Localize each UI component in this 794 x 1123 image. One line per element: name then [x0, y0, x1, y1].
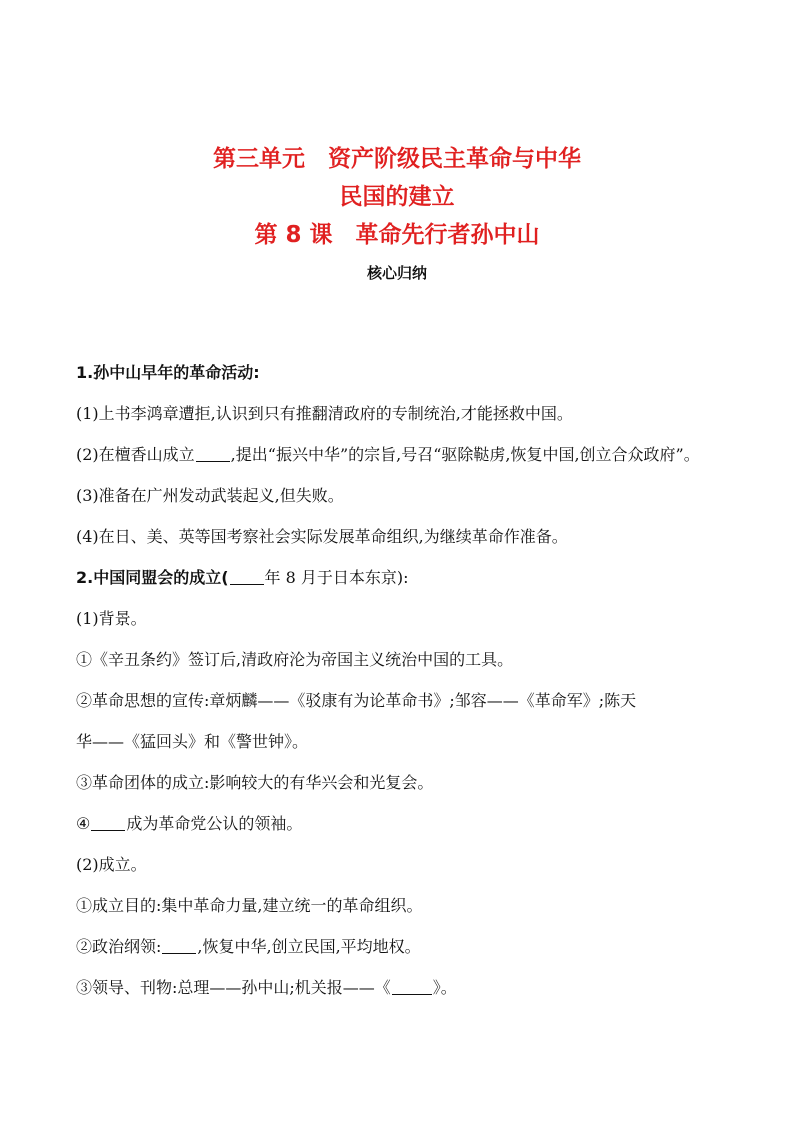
- founding-label: (2)成立。: [76, 855, 147, 874]
- fill-blank[interactable]: [196, 445, 230, 462]
- section1-item2-text-after: ,提出“振兴中华”的宗旨,号召“驱除鞑虏,恢复中国,创立合众政府”。: [230, 445, 700, 464]
- founding-item1: ①成立目的:集中革命力量,建立统一的革命组织。: [76, 896, 423, 915]
- section2-heading: [76, 557, 726, 598]
- section1-item1: (1)上书李鸿章遭拒,认识到只有推翻清政府的专制统治,才能拯救中国。: [76, 404, 573, 423]
- founding-item3: [76, 967, 726, 1008]
- background-item2-continued: 华——《猛回头》和《警世钟》。: [76, 732, 309, 751]
- background-item3: ③革命团体的成立:影响较大的有华兴会和光复会。: [76, 773, 434, 792]
- section1-item2: [76, 434, 726, 475]
- fill-blank[interactable]: [230, 568, 264, 585]
- fill-blank[interactable]: [392, 978, 432, 995]
- section2-heading-after: 年 8 月于日本东京):: [264, 568, 409, 587]
- lesson-title: 第 8 课 革命先行者孙中山: [254, 222, 540, 248]
- founding-item2-after: ,恢复中华,创立民国,平均地权。: [197, 937, 421, 956]
- background-item2: ②革命思想的宣传:章炳麟——《驳康有为论革命书》;邹容——《革命军》;陈天: [76, 691, 637, 710]
- background-item4-before: ④: [76, 814, 91, 833]
- background-label: (1)背景。: [76, 609, 147, 628]
- background-item4: [76, 803, 726, 844]
- section1-heading: 1.孙中山早年的革命活动:: [76, 363, 260, 382]
- section1-item2-text-before: (2)在檀香山成立: [76, 445, 195, 464]
- fill-blank[interactable]: [91, 814, 125, 831]
- background-item4-after: 成为革命党公认的领袖。: [126, 814, 303, 833]
- unit-title: 第三单元 资产阶级民主革命与中华: [213, 146, 581, 172]
- content-body: [76, 352, 726, 1008]
- title-block: [0, 140, 794, 284]
- unit-title-continued: 民国的建立: [339, 184, 455, 210]
- section1-item3: (3)准备在广州发动武装起义,但失败。: [76, 486, 344, 505]
- background-item1: ①《辛丑条约》签订后,清政府沦为帝国主义统治中国的工具。: [76, 650, 514, 669]
- founding-item2: [76, 926, 726, 967]
- section1-item4: (4)在日、美、英等国考察社会实际发展革命组织,为继续革命作准备。: [76, 527, 568, 546]
- founding-item2-before: ②政治纲领:: [76, 937, 162, 956]
- founding-item3-before: ③领导、刊物:总理——孙中山;机关报——《: [76, 978, 391, 997]
- fill-blank[interactable]: [162, 937, 196, 954]
- founding-item3-after: 》。: [432, 978, 457, 997]
- section2-heading-before: 2.中国同盟会的成立(: [76, 568, 229, 587]
- section-subtitle: 核心归纳: [366, 264, 427, 282]
